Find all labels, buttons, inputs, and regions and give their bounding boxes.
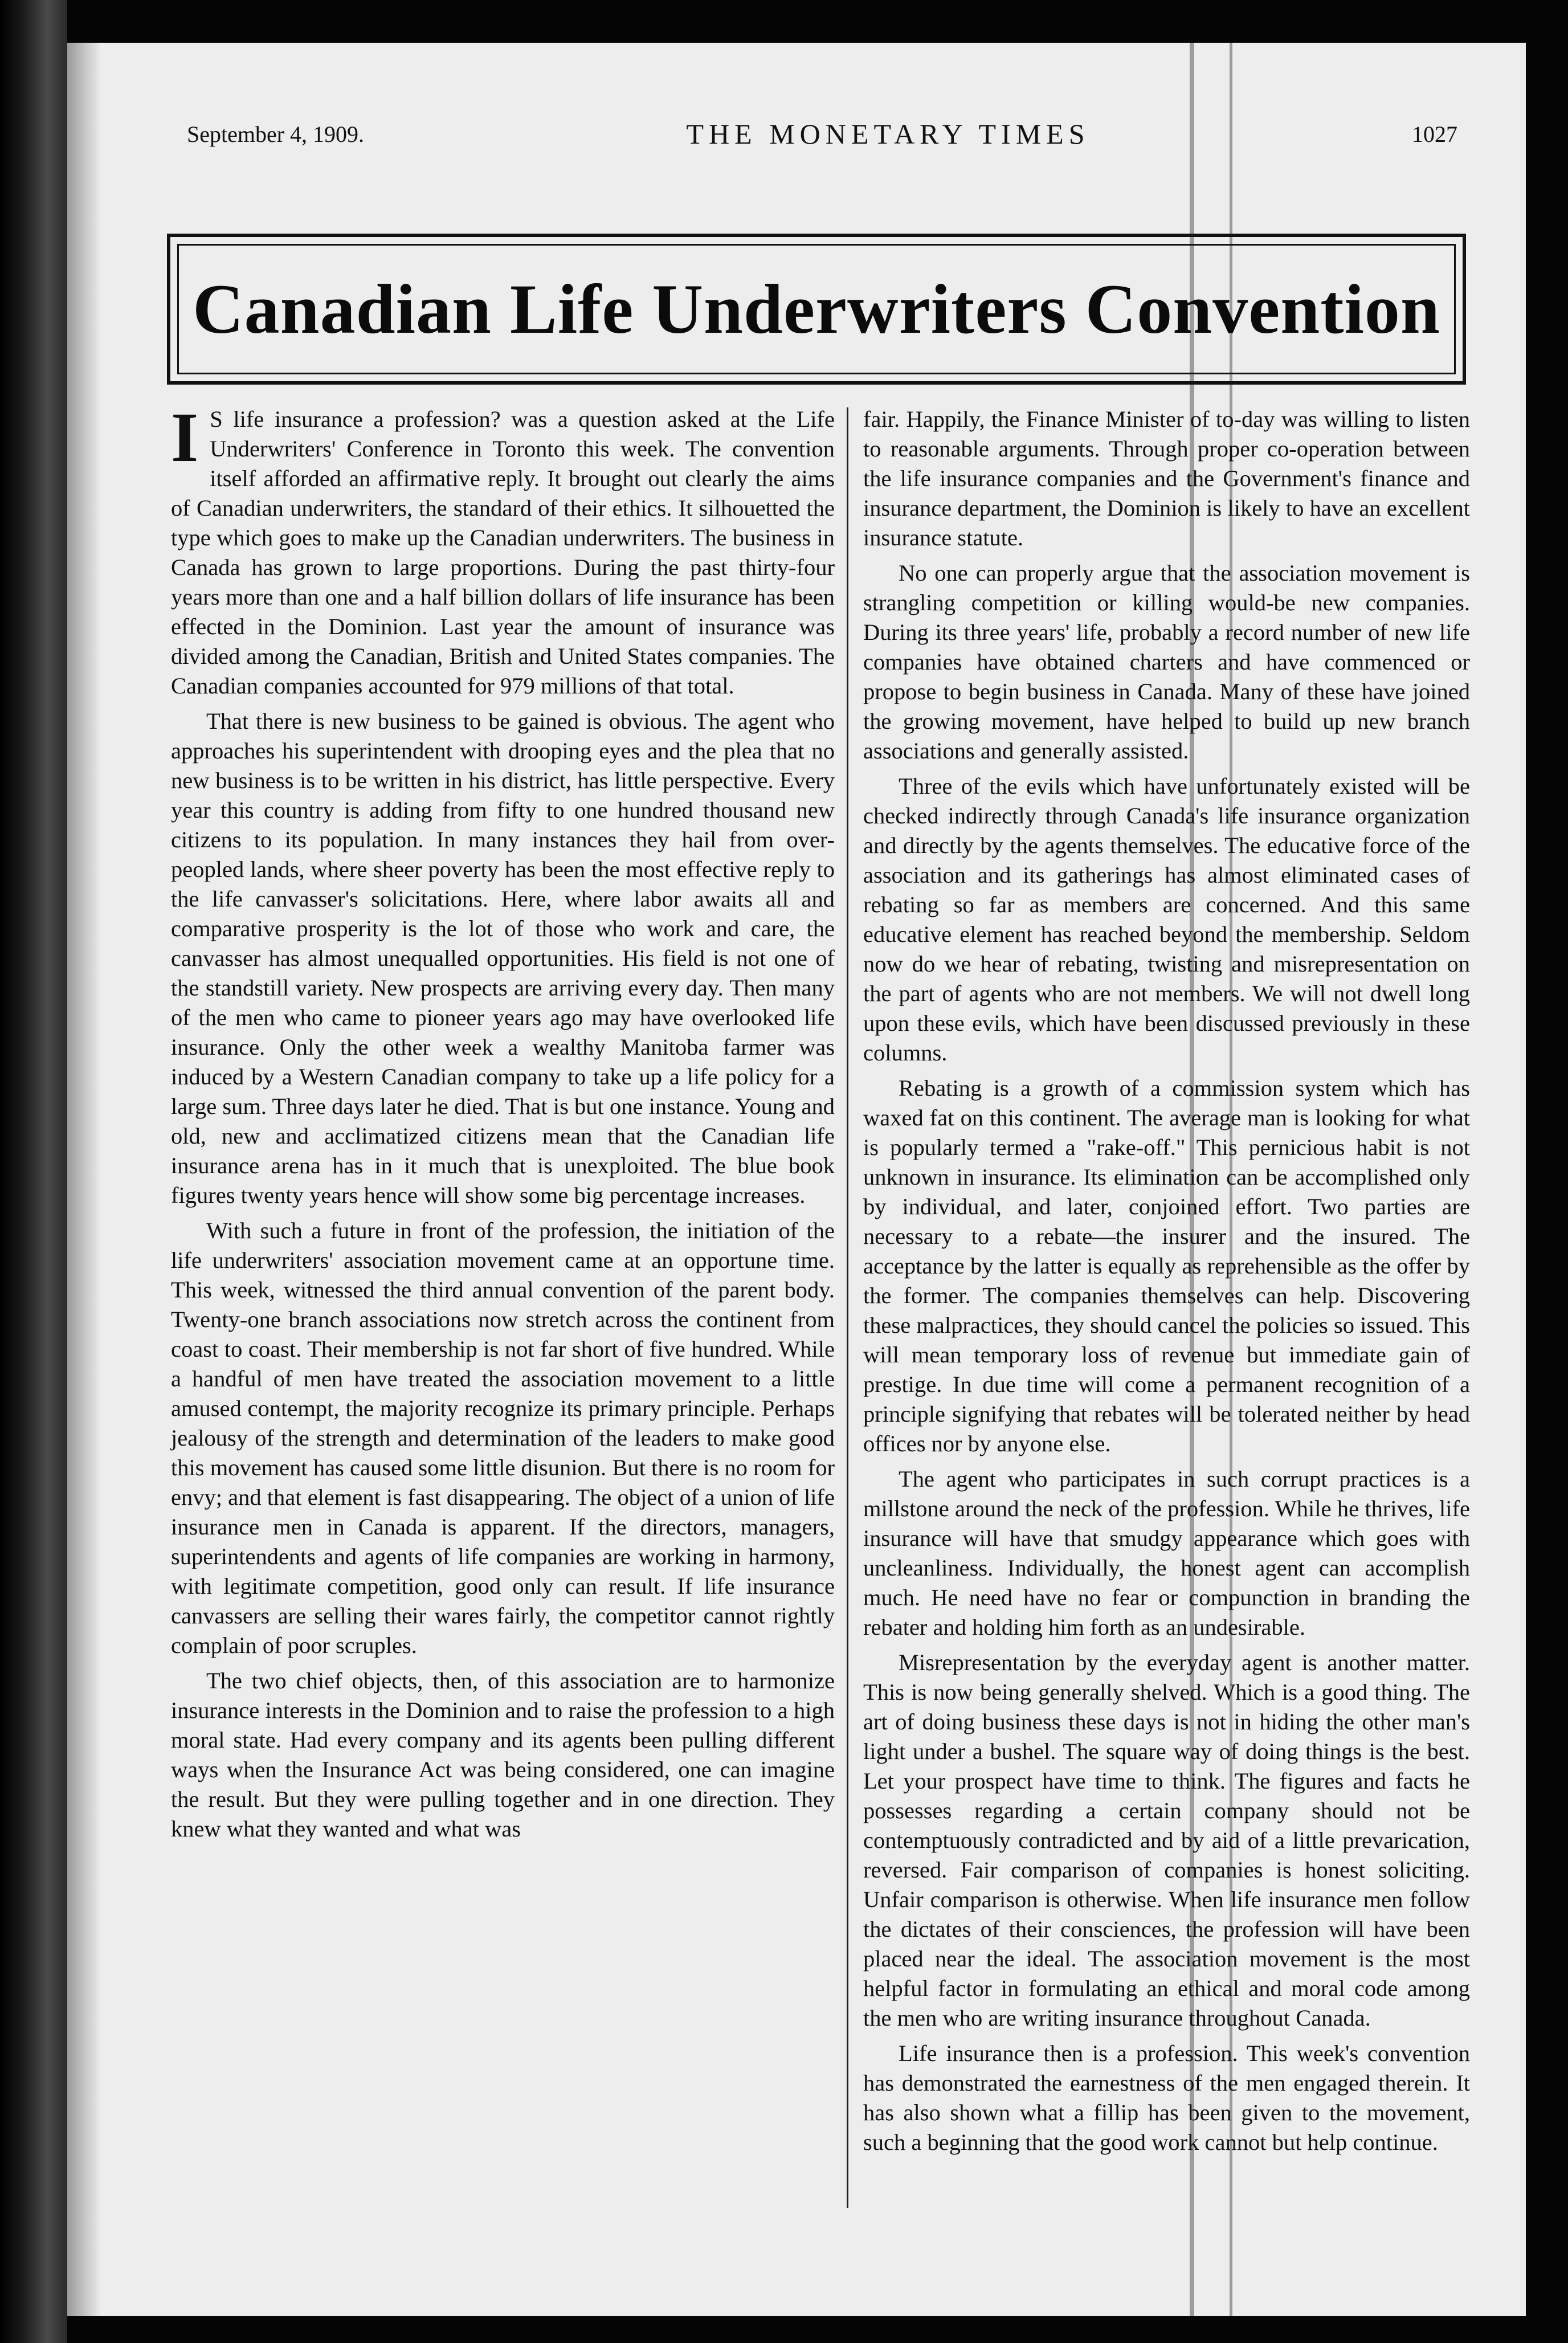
issue-date: September 4, 1909.: [187, 121, 365, 147]
drop-cap: I: [171, 398, 199, 476]
paragraph-text: S life insurance a profession? was a question asked at the Life Underwriters' Conference in Toronto this week. The convention itself afforded an affirmative reply. It brought out clearly the aims of Canadian underwriters, the standard of their ethics. It silhouetted the type which goes to make up the Canadian underwriters. The business in Canada has grown to large proportions. During the past thirty-four years more than one and a half billion dollars of life insurance has been effected in the Dominion. Last year the amount of insurance was divided among the Canadian, British and United States companies. The Canadian companies accounted for 979 millions of that total.: [171, 406, 835, 699]
title-inner-frame: [177, 244, 1456, 374]
running-header: [187, 111, 1457, 157]
newspaper-page: [67, 43, 1526, 2316]
article-title: Canadian Life Underwriters Convention: [193, 270, 1440, 348]
paragraph: No one can properly argue that the association movement is strangling competition or killing would-be new companies. During its three years' life, probably a record number of new life companies have obtained charters and have commenced or propose to begin business in Canada. Many of these have joined the growing movement, have helped to build up new branch associations and generally assisted.: [863, 560, 1470, 764]
title-frame: [167, 234, 1466, 385]
paragraph: The agent who participates in such corrupt practices is a millstone around the neck of the profession. While he thrives, life insurance will have that smudgy appearance which goes with uncleanliness. Individually, the honest agent can accomplish much. He need have no fear or compunction in branding the rebater and holding him forth as an undesirable.: [863, 1466, 1470, 1640]
left-column: [171, 398, 835, 1850]
paragraph: Misrepresentation by the everyday agent is another matter. This is now being generally shelved. Which is a good thing. The art of doing business these days is not in hiding the other man's light under a bushel. The square way of doing things is the best. Let your prospect have time to think. The figures and facts he possesses regarding a certain company should not be contemptuously contradicted and by aid of a little prevarication, reversed. Fair comparison of companies is honest soliciting. Unfair comparison is otherwise. When life insurance men follow the dictates of their consciences, the profession will have been placed near the ideal. The association movement is the most helpful factor in formulating an ethical and moral code among the men who are writing insurance throughout Canada.: [863, 1650, 1470, 2031]
paragraph: [171, 398, 835, 701]
microfilm-left-margin: [0, 0, 67, 2343]
paragraph: Life insurance then is a profession. This week's convention has demonstrated the earnestness of the men engaged therein. It has also shown what a fillip has been given to the movement, such a beginning that the good work cannot but help continue.: [863, 2040, 1470, 2155]
column-divider: [847, 407, 848, 2208]
paragraph: The two chief objects, then, of this association are to harmonize insurance interests in the Dominion and to raise the profession to a high moral state. Had every company and its agents been pulling different ways when the Insurance Act was being considered, one can imagine the result. But they were pulling together and in one direction. They knew what they wanted and what was: [171, 1668, 835, 1842]
right-column: [863, 405, 1470, 2163]
paragraph: Three of the evils which have unfortunately existed will be checked indirectly through Canada's life insurance organization and directly by the agents themselves. The educative force of the association and its gatherings has almost eliminated cases of rebating so far as members are concerned. And this same educative element has reached beyond the membership. Seldom now do we hear of rebating, twisting and misrepresentation on the part of agents who are not members. We will not dwell long upon these evils, which have been discussed previously in these columns.: [863, 773, 1470, 1066]
paragraph: That there is new business to be gained is obvious. The agent who approaches his superintendent with drooping eyes and the plea that no new business is to be written in his district, has little perspective. Every year this country is adding from fifty to one hundred thousand new citizens to its population. In many instances they hail from over-peopled lands, where sheer poverty has been the most effective reply to the life canvasser's solicitations. Here, where labor awaits all and comparative prosperity is the lot of those who work and care, the canvasser has almost unequalled opportunities. His field is not one of the standstill variety. New prospects are arriving every day. Then many of the men who came to pioneer years ago may have overlooked life insurance. Only the other week a wealthy Manitoba farmer was induced by a Western Canadian company to take up a life policy for a large sum. Three days later he died. That is but one instance. Young and old, new and acclimatized citizens mean that the Canadian life insurance arena has in it much that is unexploited. The blue book figures twenty years hence will show some big percentage increases.: [171, 708, 835, 1208]
page-edge-shadow: [67, 43, 101, 2316]
paragraph: fair. Happily, the Finance Minister of to-day was willing to listen to reasonable arguments. Through proper co-operation between the life insurance companies and the Government's finance and insurance department, the Dominion is likely to have an excellent insurance statute.: [863, 406, 1470, 550]
page-number: 1027: [1412, 121, 1457, 147]
paragraph: With such a future in front of the profession, the initiation of the life underwriters' association movement came at an opportune time. This week, witnessed the third annual convention of the parent body. Twenty-one branch associations now stretch across the continent from coast to coast. Their membership is not far short of five hundred. While a handful of men have treated the association movement to a little amused contempt, the majority recognize its primary principle. Perhaps jealousy of the strength and determination of the leaders to make good this movement has caused some little disunion. But there is no room for envy; and that element is fast disappearing. The object of a union of life insurance men in Canada is apparent. If the directors, managers, superintendents and agents of life companies are working in harmony, with legitimate competition, good only can result. If life insurance canvassers are selling their wares fairly, the competitor cannot rightly complain of poor scruples.: [171, 1218, 835, 1658]
paragraph: Rebating is a growth of a commission system which has waxed fat on this continent. The average man is looking for what is popularly termed a "rake-off." This pernicious habit is not unknown in insurance. Its elimination can be accomplished only by individual, and later, conjoined effort. Two parties are necessary to a rebate—the insurer and the insured. The acceptance by the latter is equally as reprehensible as the offer by the former. The companies themselves can help. Discovering these malpractices, they should cancel the policies so issued. This will mean temporary loss of revenue but immediate gain of prestige. In due time will come a permanent recognition of a principle signifying that rebates will be tolerated neither by head offices nor by anyone else.: [863, 1075, 1470, 1456]
journal-name: THE MONETARY TIMES: [686, 118, 1090, 150]
